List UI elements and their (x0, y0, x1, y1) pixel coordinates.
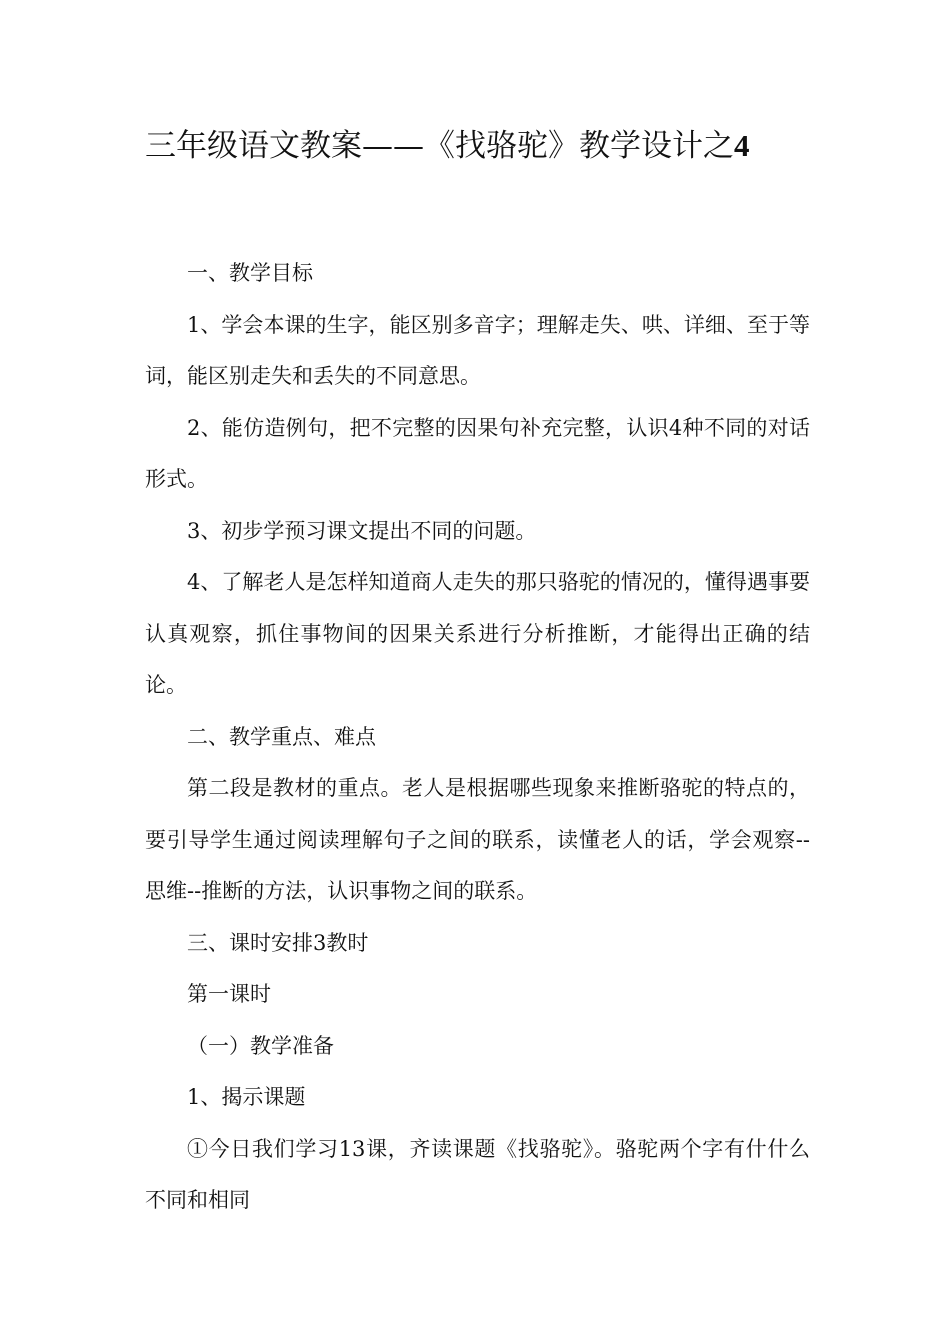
objective-item-4: 4、了解老人是怎样知道商人走失的那只骆驼的情况的，懂得遇事要认真观察，抓住事物间的因果关系进行分析推断，才能得出正确的结论。 (145, 570, 810, 697)
objective-item-2: 2、能仿造例句，把不完整的因果句补充完整，认识4种不同的对话形式。 (145, 415, 810, 491)
document-body (145, 248, 810, 1227)
section-heading-key-points: 二、教学重点、难点 (187, 724, 376, 749)
document-title (145, 122, 825, 170)
key-points-paragraph: 第二段是教材的重点。老人是根据哪些现象来推断骆驼的特点的，要引导学生通过阅读理解句子之间的联系，读懂老人的话，学会观察--思维--推断的方法，认识事物之间的联系。 (145, 776, 810, 903)
lesson-one-heading: 第一课时 (187, 982, 271, 1006)
section-heading-objectives: 一、教学目标 (187, 261, 313, 285)
section-heading-schedule: 三、课时安排3教时 (187, 930, 369, 955)
title-number: 4 (734, 128, 750, 163)
subsection-preparation: （一）教学准备 (187, 1033, 334, 1058)
objective-item-3: 3、初步学预习课文提出不同的问题。 (187, 518, 537, 543)
step-paragraph: ①今日我们学习13课，齐读课题《找骆驼》。骆驼两个字有什什么不同和相同 (145, 1136, 810, 1212)
objective-item-1: 1、学会本课的生字，能区别多音字；理解走失、哄、详细、至于等词，能区别走失和丢失的不同意思。 (145, 312, 810, 388)
step-reveal-topic: 1、揭示课题 (187, 1085, 306, 1109)
title-text: 三年级语文教案——《找骆驼》教学设计之 (145, 128, 734, 164)
